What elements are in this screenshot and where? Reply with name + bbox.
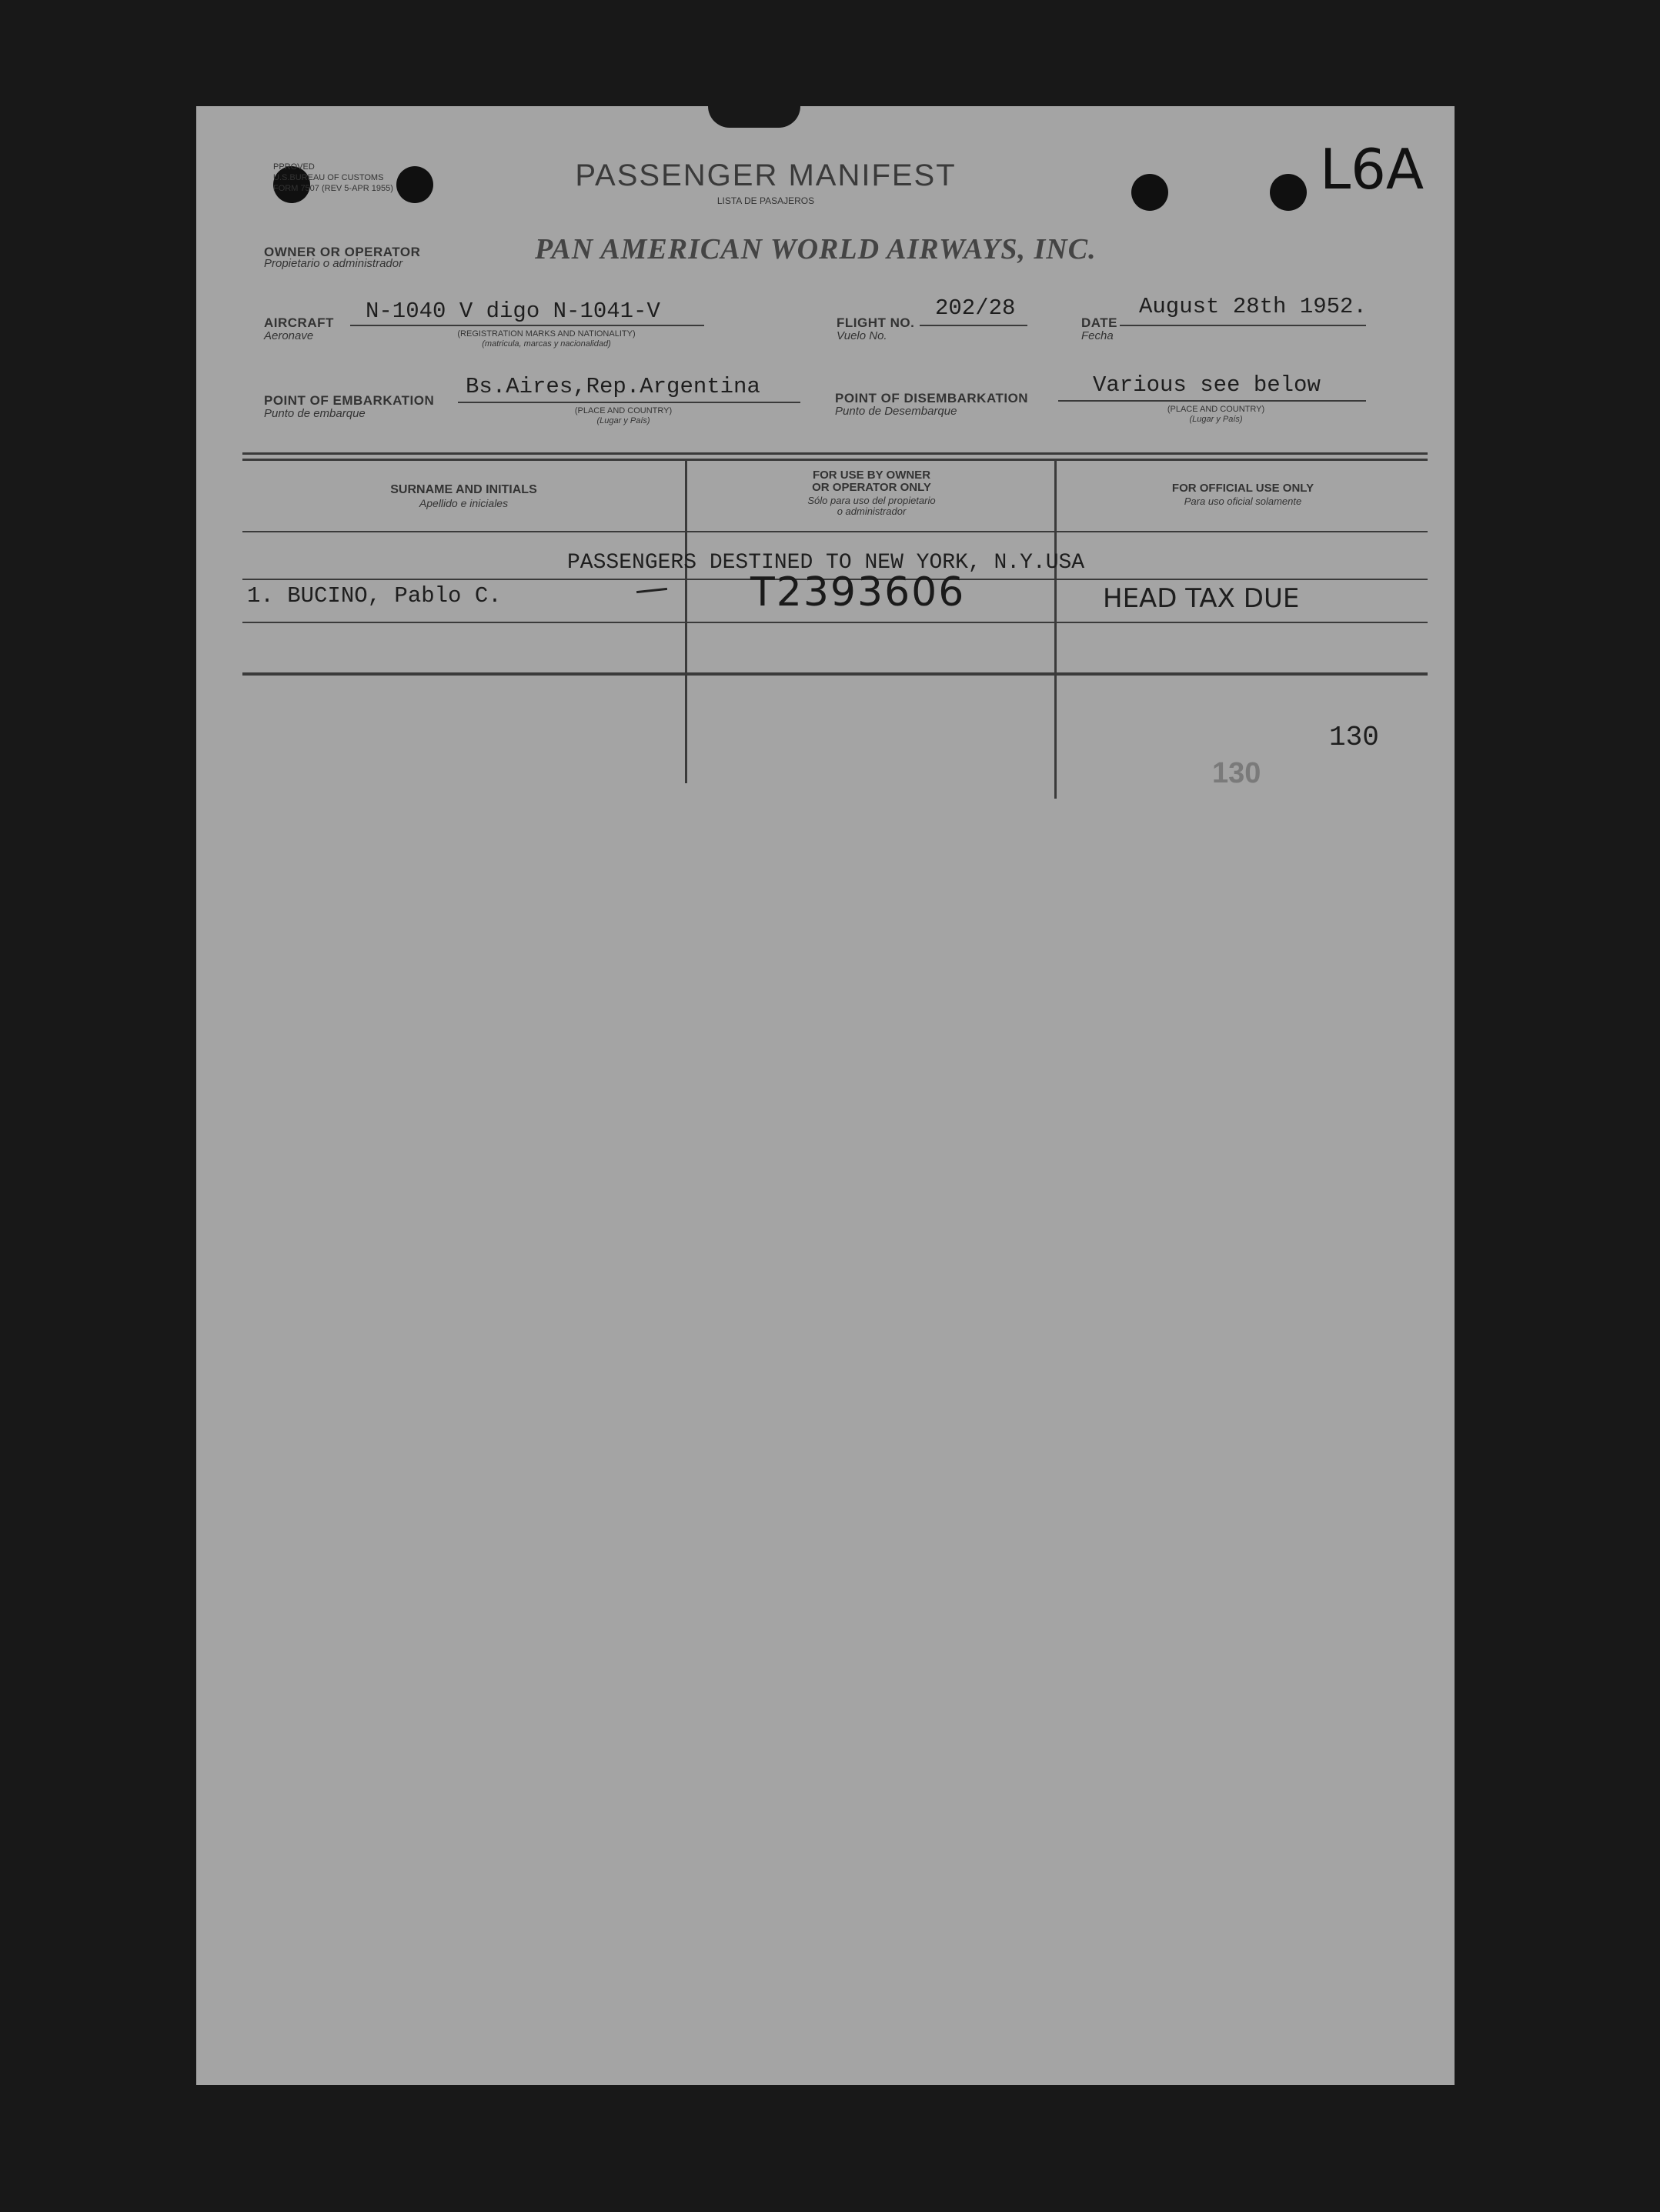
header-rule (242, 531, 1428, 532)
torn-edge (708, 106, 800, 128)
col2-header: FOR USE BY OWNER OR OPERATOR ONLY (812, 469, 931, 494)
disembark-label-es: Punto de Desembarque (835, 405, 957, 418)
aircraft-underline (350, 325, 704, 326)
col1-header-es: Apellido e iniciales (419, 497, 509, 509)
page-number-stamped: 130 (1212, 757, 1261, 789)
official-use-note: HEAD TAX DUE (1103, 583, 1300, 614)
owner-label-es: Propietario o administrador (264, 257, 403, 270)
aircraft-label: AIRCRAFT (264, 315, 334, 330)
col2-header-es: Sólo para uso del propietario o administrador (807, 495, 936, 517)
date-value: August 28th 1952. (1139, 294, 1367, 319)
corner-mark: L6A (1320, 137, 1425, 202)
embark-underline (458, 402, 800, 403)
col3-header: FOR OFFICIAL USE ONLY (1171, 482, 1314, 495)
page-number-typed: 130 (1329, 722, 1379, 753)
place-caption: (PLACE AND COUNTRY) (574, 406, 673, 415)
table-top-rule (242, 452, 1428, 455)
disembark-value: Various see below (1093, 372, 1321, 398)
place-caption-es: (Lugar y País) (596, 416, 650, 425)
row-rule-3 (242, 674, 1428, 676)
section-note: PASSENGERS DESTINED TO NEW YORK, N.Y.USA (567, 551, 1085, 575)
embark-label: POINT OF EMBARKATION (264, 393, 435, 408)
date-label: DATE (1081, 315, 1118, 330)
page-title: PASSENGER MANIFEST (575, 158, 957, 192)
disembark-label: POINT OF DISEMBARKATION (835, 391, 1029, 405)
owner-label: OWNER OR OPERATOR (264, 245, 421, 259)
owner-use-number: T2393606 (750, 569, 966, 616)
flight-underline (920, 325, 1027, 326)
registration-caption-es: (matricula, marcas y nacionalidad) (482, 339, 611, 349)
place-caption-2: (PLACE AND COUNTRY) (1167, 405, 1265, 414)
embark-label-es: Punto de embarque (264, 407, 366, 420)
table-divider-2 (1054, 460, 1057, 799)
date-label-es: Fecha (1081, 329, 1114, 342)
flight-label-es: Vuelo No. (837, 329, 887, 342)
page-subtitle: LISTA DE PASAJEROS (716, 195, 815, 206)
embark-value: Bs.Aires,Rep.Argentina (466, 374, 760, 399)
flight-label: FLIGHT NO. (837, 315, 915, 330)
owner-value: PAN AMERICAN WORLD AIRWAYS, INC. (535, 233, 1097, 265)
aircraft-value: N-1040 V digo N-1041-V (366, 299, 660, 324)
col1-header: SURNAME AND INITIALS (390, 483, 537, 496)
registration-caption: (REGISTRATION MARKS AND NATIONALITY) (457, 329, 636, 339)
table-top-rule-2 (242, 459, 1428, 461)
disembark-underline (1058, 400, 1366, 402)
approved-stamp: PPROVED U.S.BUREAU OF CUSTOMS FORM 7507 (REV 5-APR 1955) (273, 162, 393, 193)
row-rule (242, 622, 1428, 623)
punch-hole (396, 166, 433, 203)
punch-hole (1131, 174, 1168, 211)
date-underline (1120, 325, 1366, 326)
place-caption-2-es: (Lugar y País) (1189, 415, 1243, 424)
manifest-page (196, 106, 1455, 2085)
handwritten-dash (636, 588, 667, 593)
aircraft-label-es: Aeronave (264, 329, 314, 342)
flight-value: 202/28 (935, 295, 1016, 321)
passenger-name: 1. BUCINO, Pablo C. (247, 583, 502, 609)
punch-hole (1270, 174, 1307, 211)
col3-header-es: Para uso oficial solamente (1184, 495, 1302, 507)
